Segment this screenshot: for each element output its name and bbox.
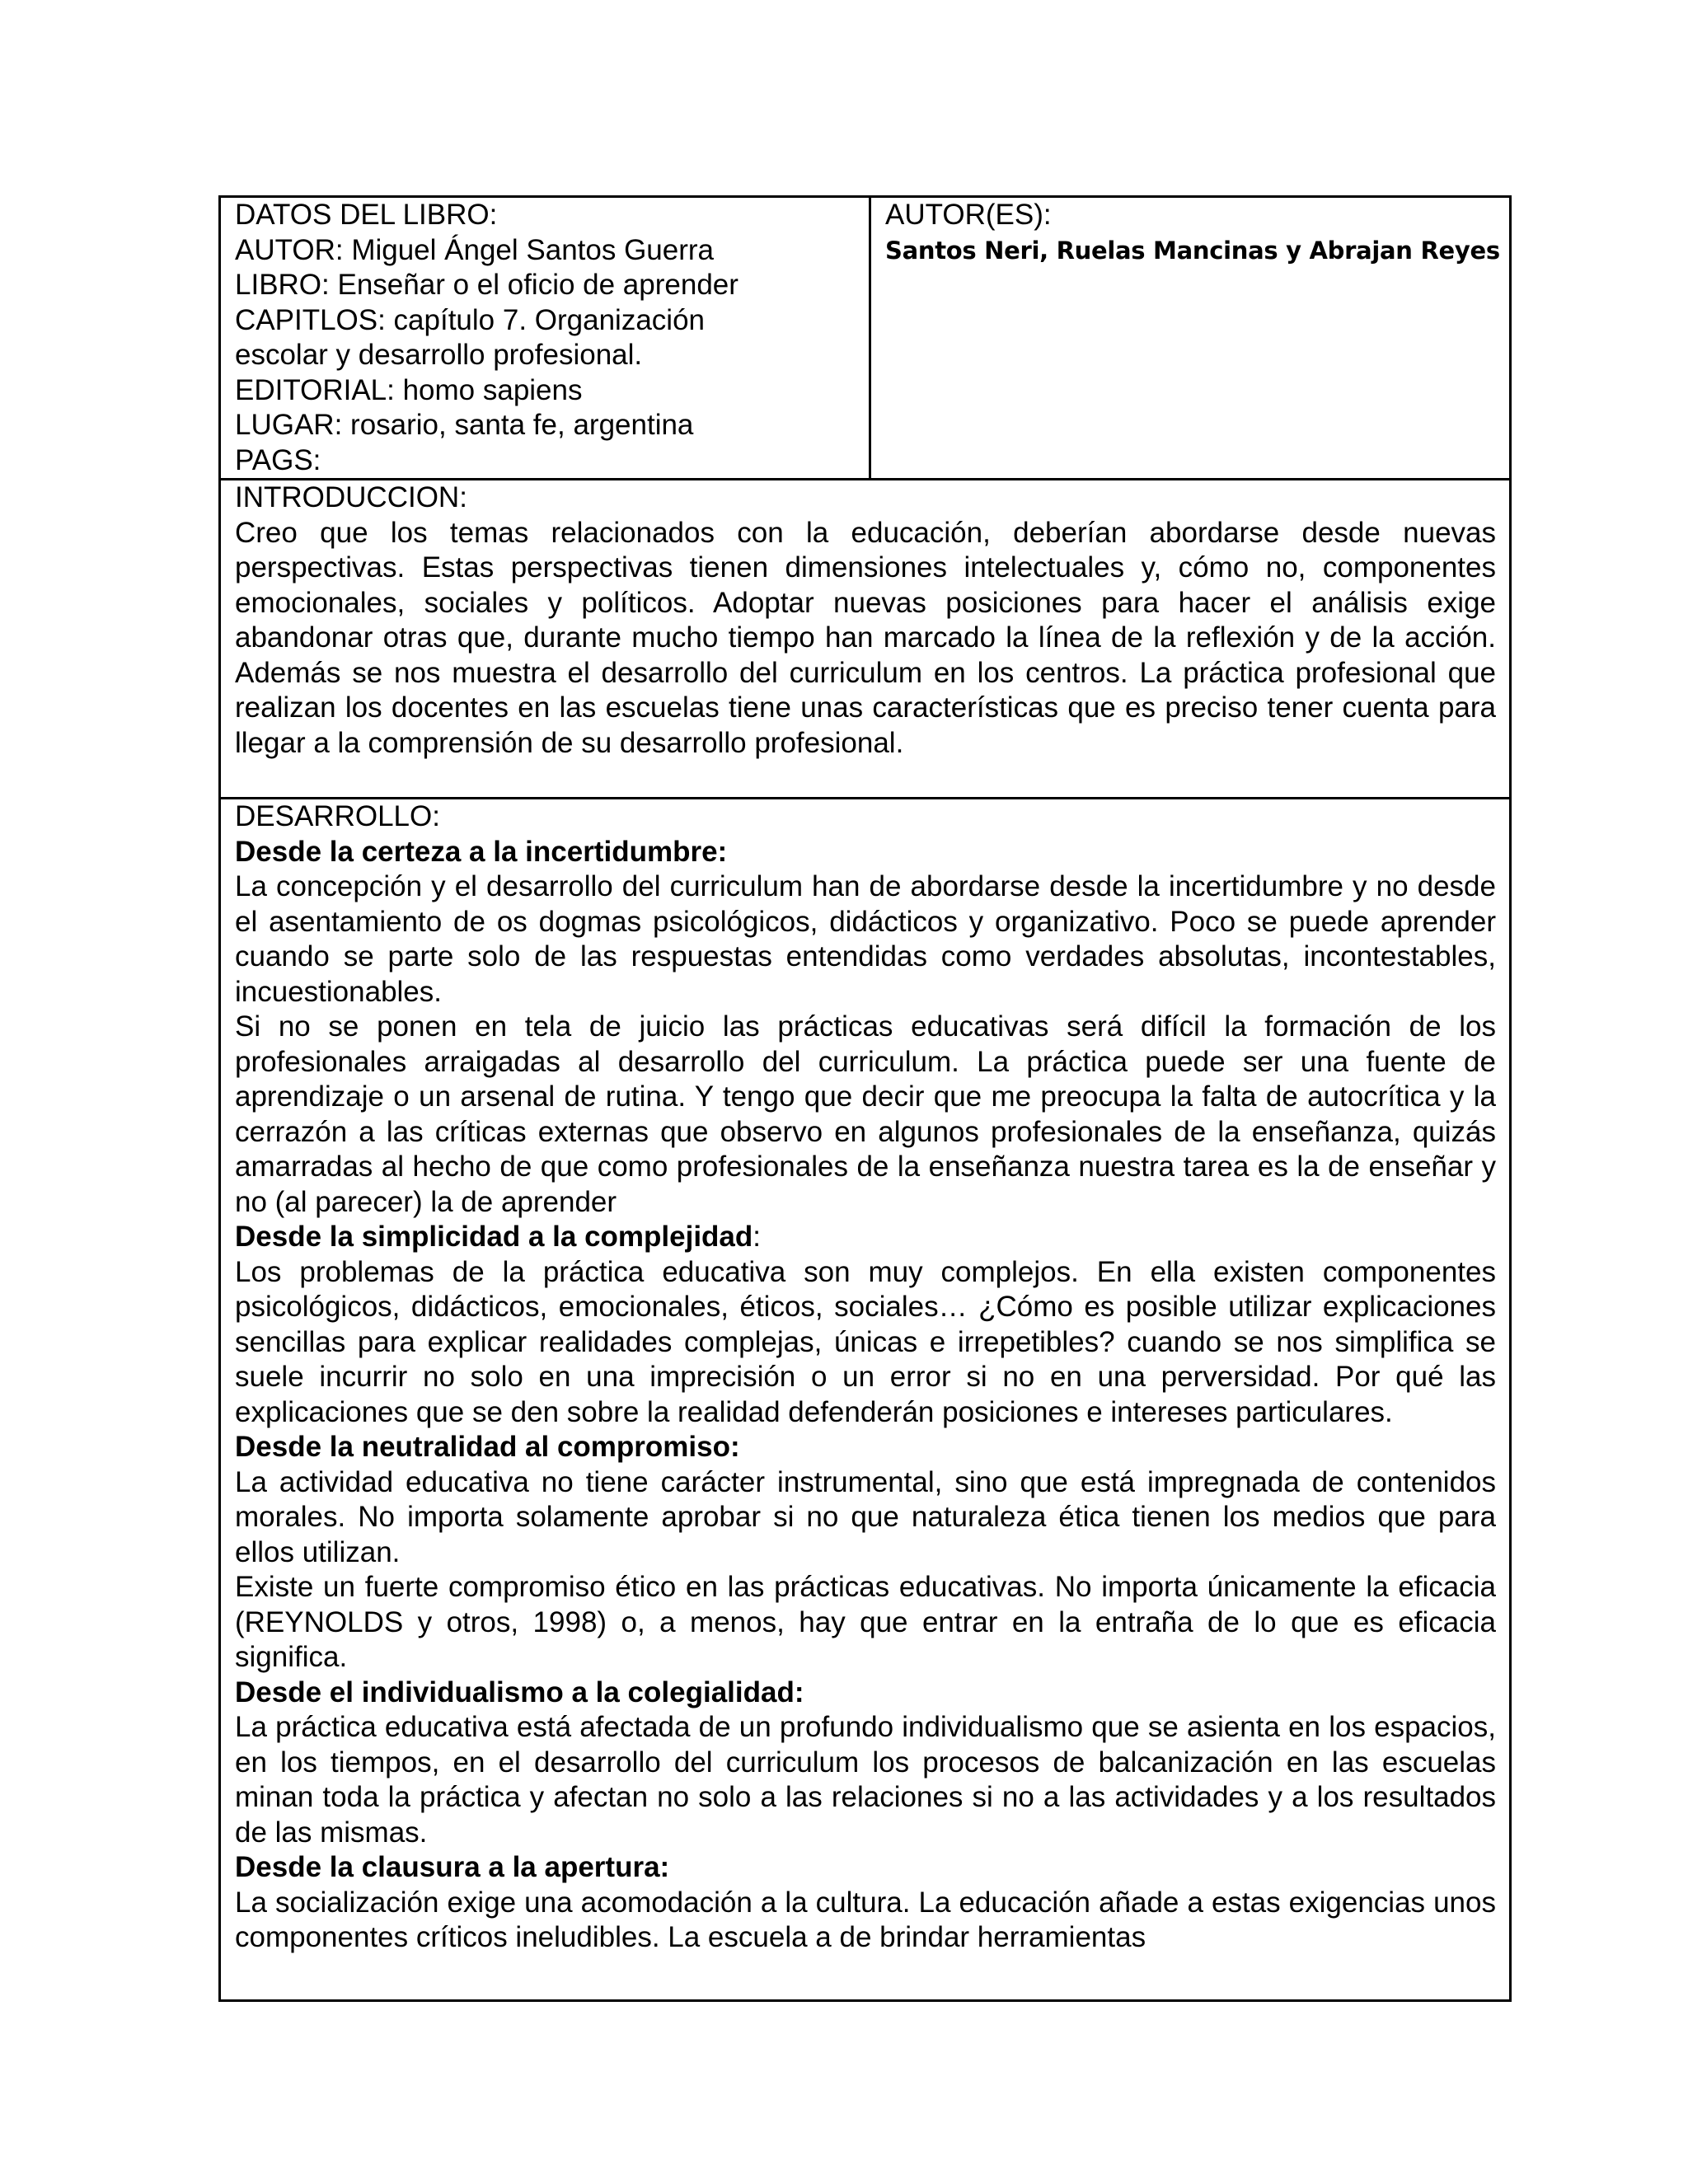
section-closure bbox=[235, 1850, 1496, 1956]
introduction-cell bbox=[220, 480, 1511, 799]
authors-heading: AUTOR(ES): bbox=[885, 199, 1052, 231]
section-paragraph: Existe un fuerte compromiso ético en las prácticas educativas. No importa únicamente la eficacia (REYNOLDS y otros, 1998) o, a menos, hay que entrar en la entraña de lo que es eficacia significa. bbox=[235, 1571, 1496, 1673]
section-title bbox=[235, 835, 1496, 870]
book-data-heading: DATOS DEL LIBRO: bbox=[235, 199, 498, 231]
section-title-text: Desde la clausura a la apertura: bbox=[235, 1851, 670, 1883]
section-title bbox=[235, 1675, 1496, 1711]
development-row bbox=[220, 799, 1511, 2001]
book-author-line: AUTOR: Miguel Ángel Santos Guerra bbox=[235, 233, 715, 266]
book-chapter-line: CAPITLOS: capítulo 7. Organización bbox=[235, 303, 705, 336]
book-publisher-line: EDITORIAL: homo sapiens bbox=[235, 373, 583, 406]
section-title bbox=[235, 1430, 1496, 1465]
introduction-row bbox=[220, 480, 1511, 799]
development-cell bbox=[220, 799, 1511, 2001]
section-paragraph: La socialización exige una acomodación a la cultura. La educación añade a estas exigencias unos componentes críticos ineludibles. La escuela a de brindar herramientas bbox=[235, 1886, 1496, 1953]
section-title-suffix: : bbox=[753, 1221, 762, 1253]
section-neutrality bbox=[235, 1430, 1496, 1675]
summary-table bbox=[218, 195, 1512, 2002]
section-title bbox=[235, 1850, 1496, 1886]
introduction-heading: INTRODUCCION: bbox=[235, 481, 467, 513]
section-title-text: Desde la certeza a la incertidumbre: bbox=[235, 835, 728, 868]
section-paragraph: La práctica educativa está afectada de un profundo individualismo que se asienta en los espacios, en los tiempos, en el desarrollo del curriculum los procesos de balcanización en las escuelas minan toda la práctica y afectan no solo a las relaciones si no a las actividades y a los resultados de las mismas. bbox=[235, 1711, 1496, 1849]
section-title bbox=[235, 1220, 1496, 1255]
section-paragraph: Los problemas de la práctica educativa son muy complejos. En ella existen componentes psicológicos, didácticos, emocionales, éticos, sociales… ¿Cómo es posible utilizar explicaciones sencillas para explicar realidades complejas, únicas e irrepetibles? cuando se nos simplifica se suele incurrir no solo en una imprecisión o un error si no en una perversidad. Por qué las explicaciones que se den sobre la realidad defenderán posiciones e intereses particulares. bbox=[235, 1255, 1496, 1428]
section-simplicity bbox=[235, 1220, 1496, 1430]
book-info-row bbox=[220, 197, 1511, 480]
book-data-cell bbox=[220, 197, 870, 480]
section-paragraph: La actividad educativa no tiene carácter instrumental, sino que está impregnada de contenidos morales. No importa solamente aprobar si no que naturaleza ética tienen los medios que para ellos utilizan. bbox=[235, 1465, 1496, 1568]
section-title-text: Desde la simplicidad a la complejidad bbox=[235, 1221, 753, 1253]
section-individualism bbox=[235, 1675, 1496, 1851]
authors-cell bbox=[870, 197, 1511, 480]
section-paragraph: Si no se ponen en tela de juicio las prácticas educativas será difícil la formación de los profesionales arraigadas al desarrollo del curriculum. La práctica puede ser una fuente de aprendizaje o un arsenal de rutina. Y tengo que decir que me preocupa la falta de autocrítica y la cerrazón a las críticas externas que observo en algunos profesionales de la enseñanza, quizás amarradas al hecho de que como profesionales de la enseñanza nuestra tarea es la de enseñar y no (al parecer) la de aprender bbox=[235, 1010, 1496, 1218]
book-place-line: LUGAR: rosario, santa fe, argentina bbox=[235, 409, 694, 441]
section-title-text: Desde la neutralidad al compromiso: bbox=[235, 1431, 740, 1463]
section-paragraph: La concepción y el desarrollo del curriculum han de abordarse desde la incertidumbre y no desde el asentamiento de os dogmas psicológicos, didácticos y organizativo. Poco se puede aprender cuando se parte solo de las respuestas entendidas como verdades absolutas, incontestables, incuestionables. bbox=[235, 870, 1496, 1008]
introduction-text: Creo que los temas relacionados con la educación, deberían abordarse desde nuevas perspectivas. Estas perspectivas tienen dimensiones intelectuales y, cómo no, componentes emocionales, sociales y políticos. Adoptar nuevas posiciones para hacer el análisis exige abandonar otras que, durante mucho tiempo han marcado la línea de la reflexión y de la acción. Además se nos muestra el desarrollo del curriculum en los centros. La práctica profesional que realizan los docentes en las escuelas tiene unas características que es preciso tener cuenta para llegar a la comprensión de su desarrollo profesional. bbox=[235, 516, 1496, 759]
authors-names: Santos Neri, Ruelas Mancinas y Abrajan Reyes bbox=[885, 236, 1500, 265]
book-pages-line: PAGS: bbox=[235, 443, 321, 476]
section-certainty bbox=[235, 835, 1496, 1221]
book-chapter-line-cont: escolar y desarrollo profesional. bbox=[235, 339, 643, 371]
section-title-text: Desde el individualismo a la colegialidad: bbox=[235, 1675, 804, 1708]
book-title-line: LIBRO: Enseñar o el oficio de aprender bbox=[235, 269, 738, 301]
development-heading: DESARROLLO: bbox=[235, 800, 440, 832]
